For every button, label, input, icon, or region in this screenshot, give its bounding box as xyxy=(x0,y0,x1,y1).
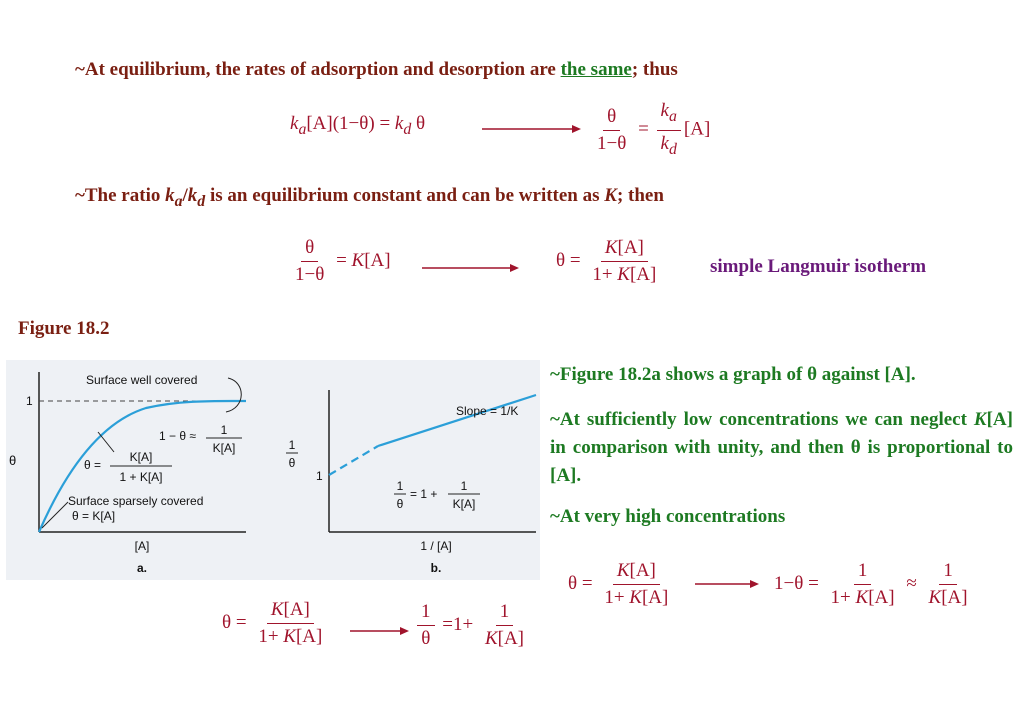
theta-k-equation: $\frac{\theta}{1-\theta}$ = K[A] xyxy=(295,237,391,285)
rate-equation: $k_a[A](1-\theta) = k_d$ θ xyxy=(290,113,426,138)
panel-b-line xyxy=(378,395,536,446)
svg-text:1 − θ ≈: 1 − θ ≈ xyxy=(159,429,196,443)
arrow-icon xyxy=(350,624,410,638)
intro-text-tail: ; thus xyxy=(631,59,678,80)
svg-text:1: 1 xyxy=(396,479,404,493)
bullet-high-concentration: ~At very high concentrations xyxy=(550,506,786,527)
slope-label: Slope = 1/K xyxy=(456,404,519,418)
arrow-icon xyxy=(695,577,761,591)
svg-text:1: 1 xyxy=(220,423,228,437)
svg-text:K[A]: K[A] xyxy=(212,441,236,455)
langmuir-equation-bottom: θ = $\frac{K[A]}{1+ K[A]}$ xyxy=(222,599,323,647)
surface-sparsely-covered-label: Surface sparsely covered xyxy=(68,494,204,508)
one-minus-theta-equation: 1−θ = $\frac{1}{1+ K[A]}$ ≈ $\frac{1}{K[A]}$ xyxy=(774,560,968,608)
panel-b-x-label: 1 / [A] xyxy=(420,539,452,553)
theta-ratio-equation: $\frac{\theta}{1-\theta}$ = $\frac{k_a}{k_d}$ [A] xyxy=(597,100,711,158)
reciprocal-equation: $\frac{1}{\theta}$ =1+ $\frac{1}{K[A]}$ xyxy=(414,601,531,650)
bullet-figure-a: ~Figure 18.2a shows a graph of θ against [A]. xyxy=(550,364,916,385)
panel-b-y-tick: 1 xyxy=(316,469,323,483)
svg-text:K[A]: K[A] xyxy=(129,450,153,464)
svg-text:θ =: θ = xyxy=(84,458,102,472)
panel-a-x-label: [A] xyxy=(134,539,150,553)
ratio-line: ~The ratio $k_a/k_d$ is an equilibrium constant and can be written as K; then xyxy=(75,185,664,210)
the-same-link[interactable]: the same xyxy=(560,59,632,80)
langmuir-equation: θ = $\frac{K[A]}{1+ K[A]}$ xyxy=(556,237,657,285)
figure-18-2 xyxy=(6,360,540,580)
svg-text:θ: θ xyxy=(396,497,404,511)
surface-well-covered-label: Surface well covered xyxy=(86,373,198,387)
high-concentration-equation: θ = $\frac{K[A]}{1+ K[A]}$ xyxy=(568,560,669,608)
figure-title: Figure 18.2 xyxy=(18,318,110,339)
panel-a-y-tick: 1 xyxy=(26,394,33,408)
panel-b-extrapolation xyxy=(329,446,378,475)
svg-text:1: 1 xyxy=(288,438,296,452)
svg-text:θ: θ xyxy=(288,456,296,470)
svg-text:= 1 +: = 1 + xyxy=(410,487,438,501)
panel-a-label: a. xyxy=(136,561,148,575)
bullet-low-concentration: ~At sufficiently low concentrations we can neglect K[A] in comparison with unity, and then θ is proportional to [A]. xyxy=(550,409,1013,486)
panel-a-y-label: θ xyxy=(9,453,17,468)
intro-text: ~At equilibrium, the rates of adsorption and desorption are xyxy=(75,59,561,80)
svg-text:K[A]: K[A] xyxy=(452,497,476,511)
panel-b-label: b. xyxy=(430,561,442,575)
isotherm-label: simple Langmuir isotherm xyxy=(710,256,927,277)
panel-a xyxy=(9,372,246,575)
svg-text:θ = K[A]: θ = K[A] xyxy=(72,509,116,523)
svg-text:1: 1 xyxy=(460,479,468,493)
arrow-icon xyxy=(422,261,522,275)
panel-b xyxy=(286,390,536,575)
arrow-icon xyxy=(482,122,582,136)
svg-text:1 + K[A]: 1 + K[A] xyxy=(119,470,163,484)
intro-line-equilibrium xyxy=(75,59,678,81)
panel-a-pointer xyxy=(226,378,241,412)
